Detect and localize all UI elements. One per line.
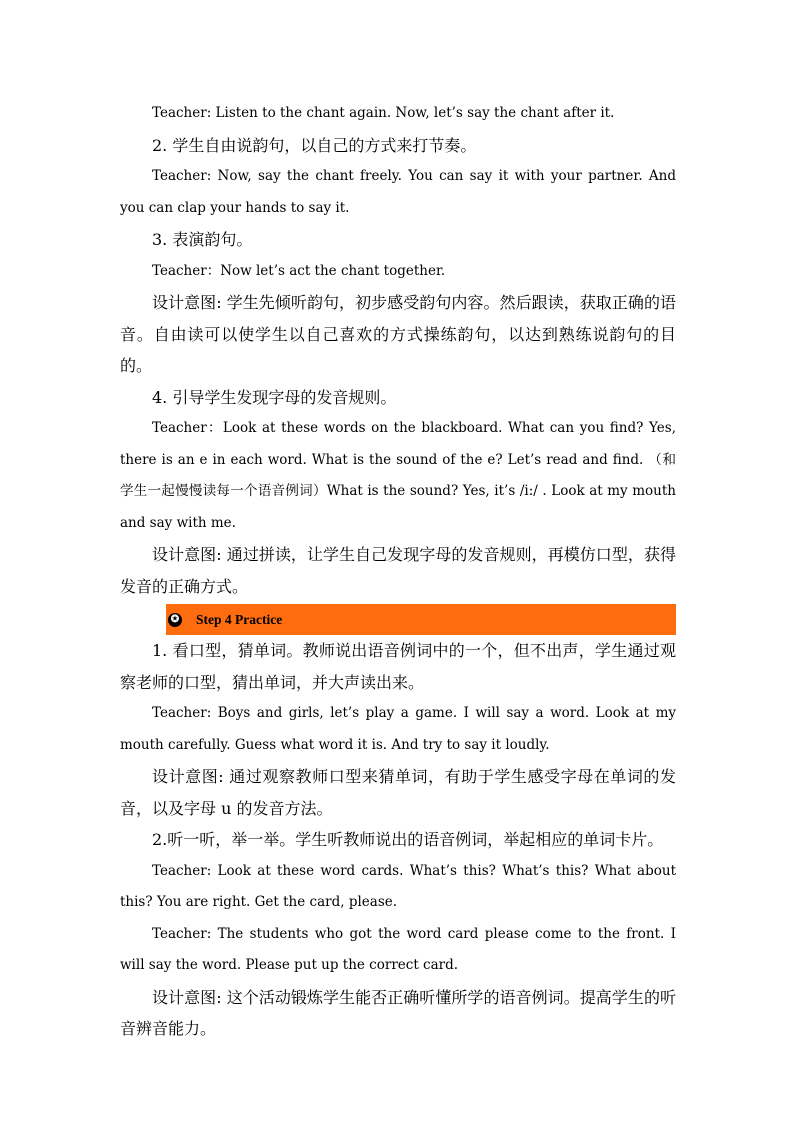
- star-circle-icon: ✪: [168, 613, 182, 627]
- paragraph: 设计意图: 学生先倾听韵句，初步感受韵句内容。然后跟读，获取正确的语音。自由读可以使学生以自己喜欢的方式操练韵句，以达到熟练说韵句的目的。: [120, 293, 676, 375]
- paragraph: 3. 表演韵句。: [152, 230, 253, 249]
- paragraph: Teacher: The students who got the word card please come to the front. I will say the word. Please put up the correct card.: [120, 925, 676, 973]
- paragraph: Teacher: Look at these word cards. What’s this? What’s this? What about this? You are right. Get the card, please.: [120, 862, 676, 910]
- paragraph: 4. 引导学生发现字母的发音规则。: [152, 387, 397, 407]
- paragraph: Teacher：Now let’s act the chant together.: [152, 262, 446, 279]
- paragraph: 设计意图: 通过观察教师口型来猜单词，有助于学生感受字母在单词的发音，以及字母 u 的发音方法。: [120, 767, 676, 818]
- paragraph: Teacher: Listen to the chant again. Now, let’s say the chant after it.: [152, 105, 615, 121]
- paragraph-group-b: [120, 635, 676, 1045]
- step-heading: [166, 604, 676, 635]
- paragraph: Teacher: Boys and girls, let’s play a game. I will say a word. Look at my mouth carefully. Guess what word it is. And try to say it loudly.: [120, 705, 676, 753]
- step-heading-label: Step 4 Practice: [196, 611, 283, 627]
- document-body: [120, 98, 676, 1045]
- paragraph: 2.听一听，举一举。学生听教师说出的语音例词，举起相应的单词卡片。: [152, 830, 664, 849]
- paragraph: Teacher：Look at these words on the blackboard. What can you find? Yes, there is an e in each word. What is the sound of the e? Let’s read and find. （和学生一起慢慢读每一个语音例词）What is the sound? Yes, it’s /i:/ . Look at my mouth and say with me.: [120, 420, 676, 531]
- paragraph-group-a: [120, 98, 676, 602]
- paragraph: 1. 看口型，猜单词。教师说出语音例词中的一个，但不出声，学生通过观察老师的口型，猜出单词，并大声读出来。: [120, 641, 676, 692]
- paragraph: 设计意图: 这个活动锻炼学生能否正确听懂所学的语音例词。提高学生的听音辨音能力。: [120, 987, 676, 1038]
- paragraph: 2. 学生自由说韵句，以自己的方式来打节奏。: [152, 135, 477, 155]
- paragraph: Teacher: Now, say the chant freely. You can say it with your partner. And you can clap your hands to say it.: [120, 168, 676, 216]
- paragraph: 设计意图: 通过拼读，让学生自己发现字母的发音规则，再模仿口型，获得发音的正确方式。: [120, 545, 676, 596]
